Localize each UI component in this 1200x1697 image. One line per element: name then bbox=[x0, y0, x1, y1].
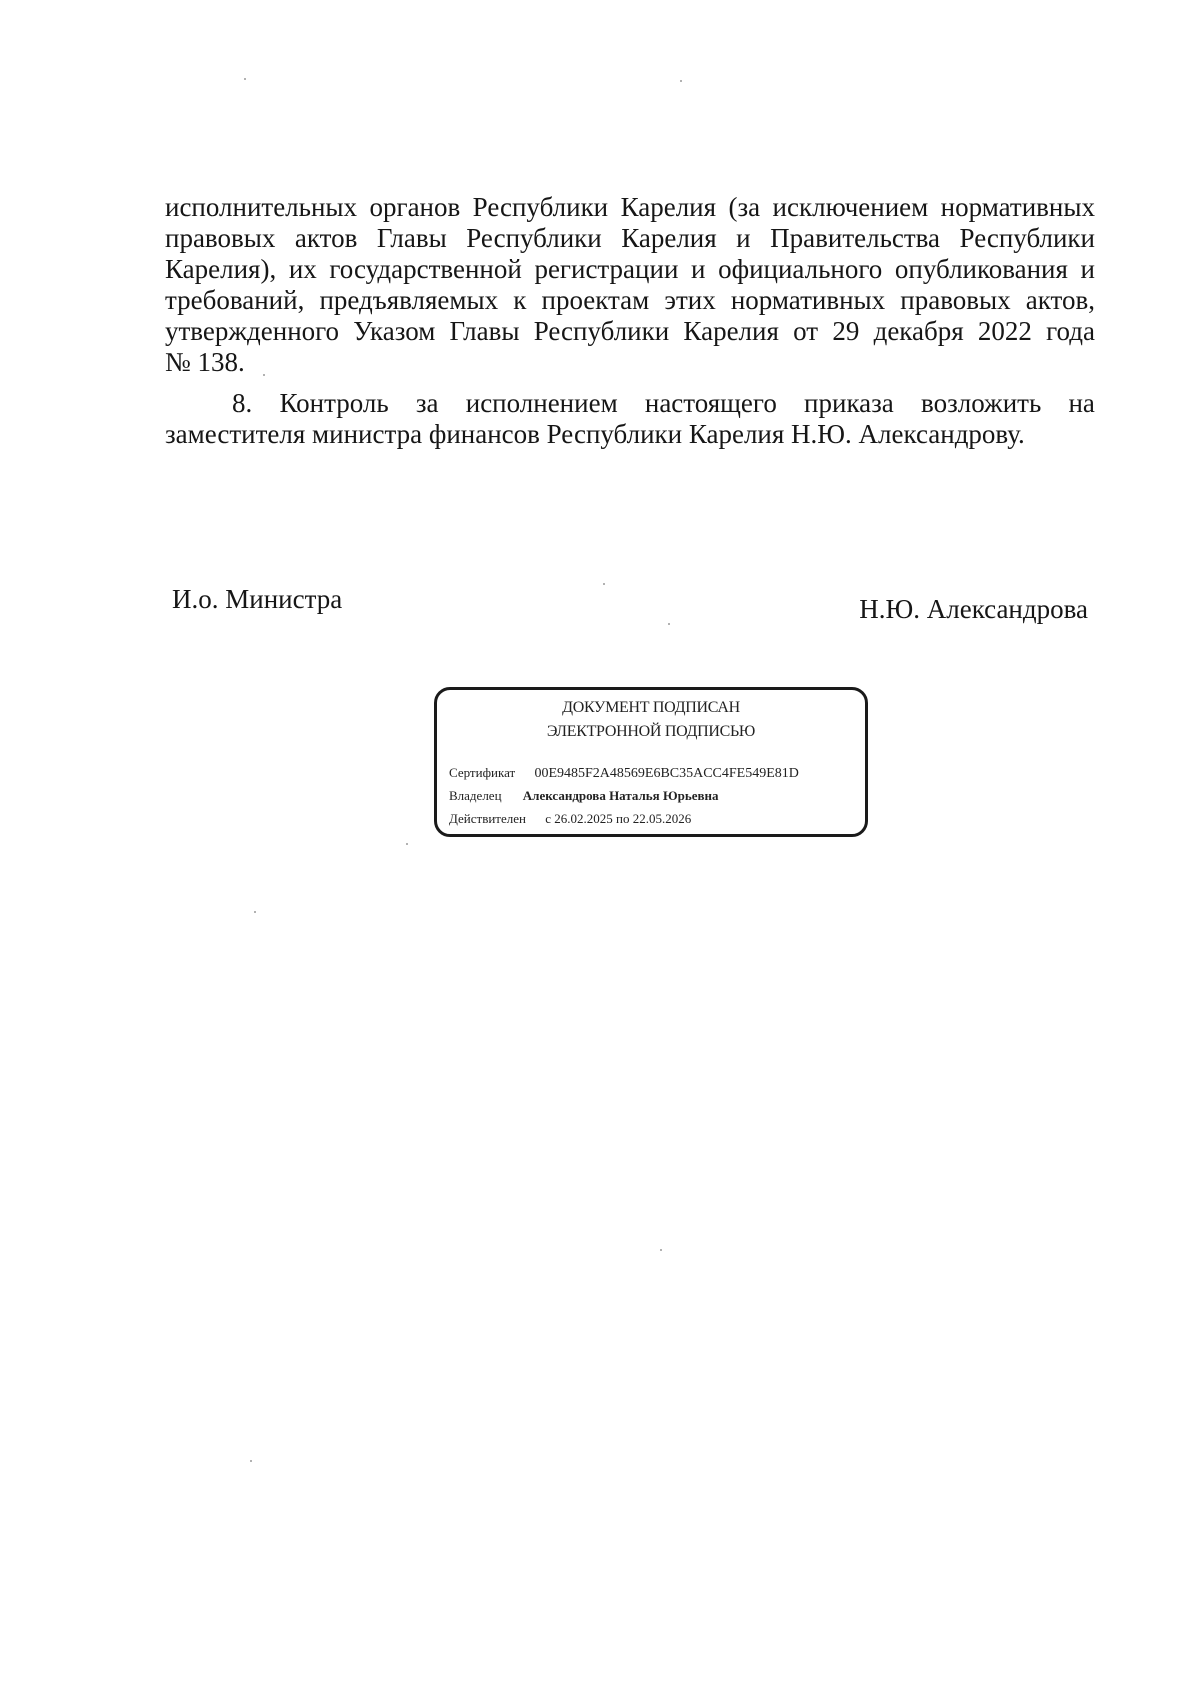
word: возложить bbox=[921, 388, 1042, 418]
paragraph-8 bbox=[165, 388, 1095, 450]
scan-speck bbox=[660, 1249, 662, 1251]
scan-speck bbox=[254, 911, 256, 913]
paragraph-8-second-line: заместителя министра финансов Республики Карелия Н.Ю. Александрову. bbox=[165, 419, 1025, 449]
text-line: исполнительных органов Республики Карелия (за исключением нормативных bbox=[165, 192, 1095, 222]
stamp-validity-row bbox=[449, 811, 691, 827]
word: Контроль bbox=[279, 388, 389, 418]
stamp-heading: ЭЛЕКТРОННОЙ ПОДПИСЬЮ bbox=[546, 723, 756, 740]
stamp-certificate-row bbox=[449, 765, 799, 782]
stamp-heading: ДОКУМЕНТ ПОДПИСАН bbox=[562, 699, 740, 716]
paragraph-number: 8. bbox=[232, 388, 253, 418]
word: за bbox=[415, 388, 439, 418]
owner-value: Александрова Наталья Юрьевна bbox=[522, 788, 719, 803]
text-line: правовых актов Главы Республики Карелия и Правительства Республики bbox=[165, 223, 1095, 253]
certificate-label: Сертификат bbox=[449, 765, 516, 780]
scan-speck bbox=[680, 80, 682, 82]
scan-speck bbox=[668, 623, 670, 625]
scan-speck bbox=[603, 583, 605, 585]
scan-speck bbox=[406, 843, 408, 845]
scan-speck bbox=[244, 78, 246, 80]
signer-position: И.о. Министра bbox=[172, 584, 343, 614]
validity-value: с 26.02.2025 по 22.05.2026 bbox=[545, 811, 692, 826]
word: настоящего bbox=[644, 388, 777, 418]
e-signature-stamp bbox=[434, 687, 868, 837]
text-line: утвержденного Указом Главы Республики Карелия от 29 декабря 2022 года bbox=[165, 316, 1095, 346]
stamp-owner-row bbox=[449, 788, 718, 804]
text-line: требований, предъявляемых к проектам этих нормативных правовых актов, bbox=[165, 285, 1095, 315]
paragraph-continuation bbox=[165, 192, 1095, 378]
owner-label: Владелец bbox=[449, 788, 502, 803]
signer-name: Н.Ю. Александрова bbox=[859, 594, 1088, 624]
certificate-value: 00E9485F2A48569E6BC35ACC4FE549E81D bbox=[534, 766, 799, 781]
scan-speck bbox=[250, 1460, 252, 1462]
text-line: Карелия), их государственной регистрации и официального опубликования и bbox=[165, 254, 1095, 284]
validity-label: Действителен bbox=[449, 811, 526, 826]
text-line: № 138. bbox=[165, 347, 245, 377]
scan-speck bbox=[263, 374, 265, 376]
paragraph-8-first-line bbox=[165, 388, 1095, 419]
word: исполнением bbox=[465, 388, 618, 418]
word: на bbox=[1068, 388, 1095, 418]
word: приказа bbox=[804, 388, 894, 418]
